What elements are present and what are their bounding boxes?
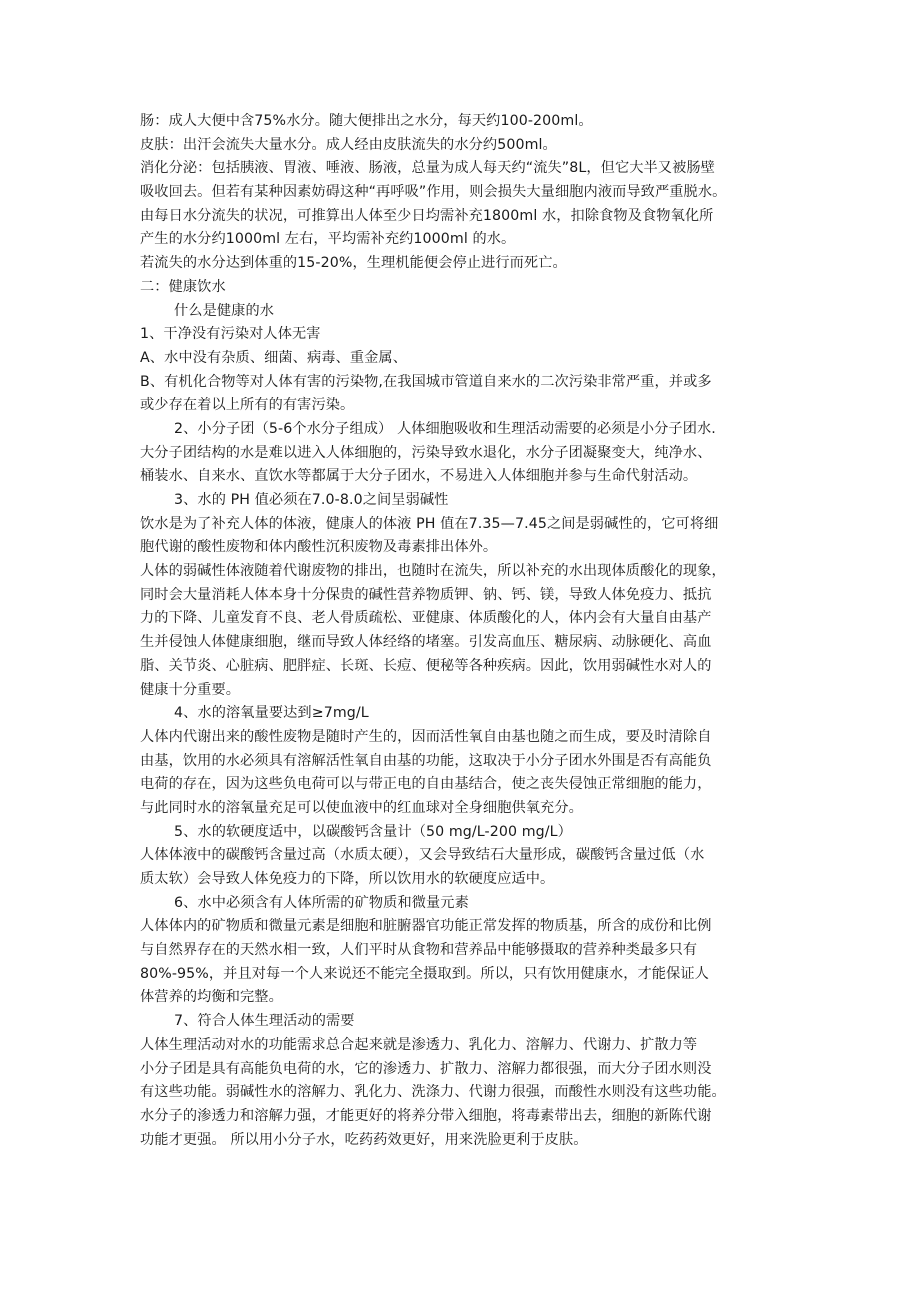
text-line: 人体的弱碱性体液随着代谢废物的排出，也随时在流失，所以补充的水出现体质酸化的现象，	[140, 563, 726, 580]
text-line: 6、水中必须含有人体所需的矿物质和微量元素	[174, 894, 469, 911]
text-line: 人体内代谢出来的酸性废物是随时产生的，因而活性氧自由基也随之而生成，要及时清除自	[140, 728, 712, 745]
text-line: 有这些功能。弱碱性水的溶解力、乳化力、洗涤力、代谢力很强，而酸性水则没有这些功能。	[140, 1084, 726, 1101]
text-line: 由每日水分流失的状况，可推算出人体至少日均需补充1800ml 水，扣除食物及食物氧化所	[140, 207, 714, 224]
text-line: 电荷的存在，因为这些负电荷可以与带正电的自由基结合，使之丧失侵蚀正常细胞的能力，	[140, 776, 712, 793]
text-line: 大分子团结构的水是难以进入人体细胞的，污染导致水退化，水分子团凝聚变大，纯净水、	[140, 444, 712, 461]
document-body	[140, 110, 790, 1152]
text-line: 饮水是为了补充人体的体液，健康人的体液 PH 值在7.35—7.45之间是弱碱性的，它可将细	[140, 515, 719, 532]
text-line: 人体体液中的碳酸钙含量过高（水质太硬），又会导致结石大量形成，碳酸钙含量过低（水	[140, 847, 705, 864]
text-line: 与此同时水的溶氧量充足可以使血液中的红血球对全身细胞供氧充分。	[140, 799, 583, 816]
text-line: 什么是健康的水	[174, 302, 275, 319]
text-line: 7、符合人体生理活动的需要	[174, 1013, 355, 1030]
text-line: 健康十分重要。	[140, 681, 241, 698]
text-line: 吸收回去。但若有某种因素妨碍这种“再呼吸”作用，则会损失大量细胞内液而导致严重脱水。	[140, 184, 727, 201]
text-line: 2、小分子团（5-6个水分子组成） 人体细胞吸收和生理活动需要的必须是小分子团水.	[174, 420, 716, 437]
text-line: 5、水的软硬度适中，以碳酸钙含量计（50 mg/L-200 mg/L）	[174, 823, 572, 840]
text-line: 皮肤：出汗会流失大量水分。成人经由皮肤流失的水分约500ml。	[140, 136, 557, 153]
text-line: 胞代谢的酸性废物和体内酸性沉积废物及毒素排出体外。	[140, 539, 498, 556]
text-line: 与自然界存在的天然水相一致，人们平时从食物和营养品中能够摄取的营养种类最多只有	[140, 942, 698, 959]
text-line: 功能才更强。 所以用小分子水，吃药药效更好，用来洗脸更利于皮肤。	[140, 1131, 588, 1148]
text-line: 肠：成人大便中含75%水分。随大便排出之水分，每天约100-200ml。	[140, 113, 593, 129]
text-line: 小分子团是具有高能负电荷的水，它的渗透力、扩散力、溶解力都很强，而大分子团水则没	[140, 1060, 712, 1077]
text-line: 若流失的水分达到体重的15-20%，生理机能便会停止进行而死亡。	[140, 255, 567, 272]
text-line: 3、水的 PH 值必须在7.0-8.0之间呈弱碱性	[174, 492, 449, 508]
text-line: 脂、关节炎、心脏病、肥胖症、长斑、长痘、便秘等各种疾病。因此，饮用弱碱性水对人的	[140, 657, 712, 674]
text-line: 人体生理活动对水的功能需求总合起来就是渗透力、乳化力、溶解力、代谢力、扩散力等	[140, 1036, 698, 1053]
text-line: 消化分泌：包括胰液、胃液、唾液、肠液，总量为成人每天约“流失”8L，但它大半又被肠壁	[140, 160, 715, 177]
text-line: 1、干净没有污染对人体无害	[140, 326, 321, 343]
text-line: 人体体内的矿物质和微量元素是细胞和脏腑器官功能正常发挥的物质基，所含的成份和比例	[140, 918, 712, 935]
text-line: 或少存在着以上所有的有害污染。	[140, 397, 355, 414]
text-line: 生并侵蚀人体健康细胞，继而导致人体经络的堵塞。引发高血压、糖尿病、动脉硬化、高血	[140, 634, 712, 651]
text-line: 质太软）会导致人体免疫力的下降，所以饮用水的软硬度应适中。	[140, 871, 555, 887]
text-line: 桶装水、自来水、直饮水等都属于大分子团水，不易进入人体细胞并参与生命代射活动。	[140, 468, 698, 485]
text-line: 体营养的均衡和完整。	[140, 989, 283, 1006]
text-line: 产生的水分约1000ml 左右，平均需补充约1000ml 的水。	[140, 231, 516, 248]
text-line: 水分子的渗透力和溶解力强，才能更好的将养分带入细胞，将毒素带出去，细胞的新陈代谢	[140, 1107, 712, 1124]
text-line: 由基，饮用的水必须具有溶解活性氧自由基的功能，这取决于小分子团水外围是否有高能负	[140, 752, 712, 769]
text-line: 同时会大量消耗人体本身十分保贵的碱性营养物质钾、钠、钙、镁，导致人体免疫力、抵抗	[140, 586, 712, 603]
text-line: 二：健康饮水	[140, 278, 226, 295]
text-line: A、水中没有杂质、细菌、病毒、重金属、	[140, 349, 407, 366]
text-line: 4、水的溶氧量要达到≥7mg/L	[174, 705, 369, 722]
text-line: B、有机化合物等对人体有害的污染物,在我国城市管道自来水的二次污染非常严重，并或多	[140, 373, 712, 390]
text-line: 80%-95%，并且对每一个人来说还不能完全摄取到。所以，只有饮用健康水，才能保证人	[140, 965, 709, 982]
text-line: 力的下降、儿童发育不良、老人骨质疏松、亚健康、体质酸化的人，体内会有大量自由基产	[140, 610, 712, 627]
